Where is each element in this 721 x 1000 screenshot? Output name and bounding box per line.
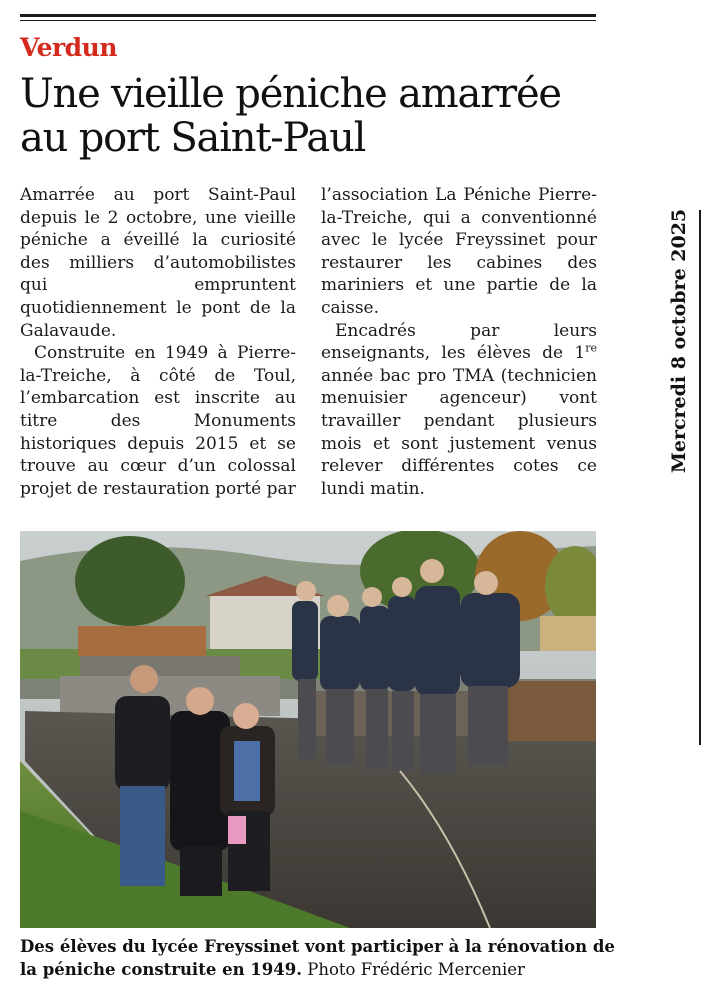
body-paragraph: Amarrée au port Saint-Paul depuis le 2 octobre, une vieille péniche a éveillé la curiosité des milliers d’automobilistes qui empruntent quotidiennement le pont de la Galavaude. (20, 185, 296, 341)
section-kicker: Verdun (20, 33, 118, 62)
top-rule-thin (20, 20, 596, 21)
body-paragraph: Construite en 1949 à Pierre-la-Treiche, à côté de Toul, l’embarcation est inscrite au titre des Monuments historiques depuis 2015 et se trouve au cœur d’un colossal projet de restauration porté par (20, 343, 296, 499)
publication-date (664, 210, 694, 472)
body-column-left (20, 184, 296, 500)
ordinal-suffix: re (585, 341, 597, 355)
side-rule (699, 210, 701, 745)
body-paragraph: l’association La Péniche Pierre-la-Treiche, qui a conventionné avec le lycée Freyssinet pour restaurer les cabines des mariniers et une partie de la caisse. (321, 185, 597, 318)
body-paragraph (321, 320, 597, 501)
article-headline: Une vieille péniche amarrée au port Saint-Paul (20, 71, 561, 161)
top-rule (20, 14, 596, 17)
article-photo (20, 531, 596, 928)
caption-text: Des élèves du lycée Freyssinet vont participer à la rénovation de la péniche construite en 1949. (20, 937, 615, 979)
photo-illustration (20, 531, 596, 928)
photo-credit: Photo Frédéric Mercenier (301, 960, 525, 979)
photo-caption (20, 935, 620, 981)
body-column-right (321, 184, 597, 500)
body-text: année bac pro TMA (technicien menuisier agenceur) vont travailler pendant plusieurs mois et sont justement venus relever différentes cotes ce lundi matin. (321, 365, 597, 499)
date-text: Mercredi 8 octobre 2025 (668, 208, 690, 474)
body-text: Encadrés par leurs enseignants, les élèves de 1 (321, 320, 597, 364)
